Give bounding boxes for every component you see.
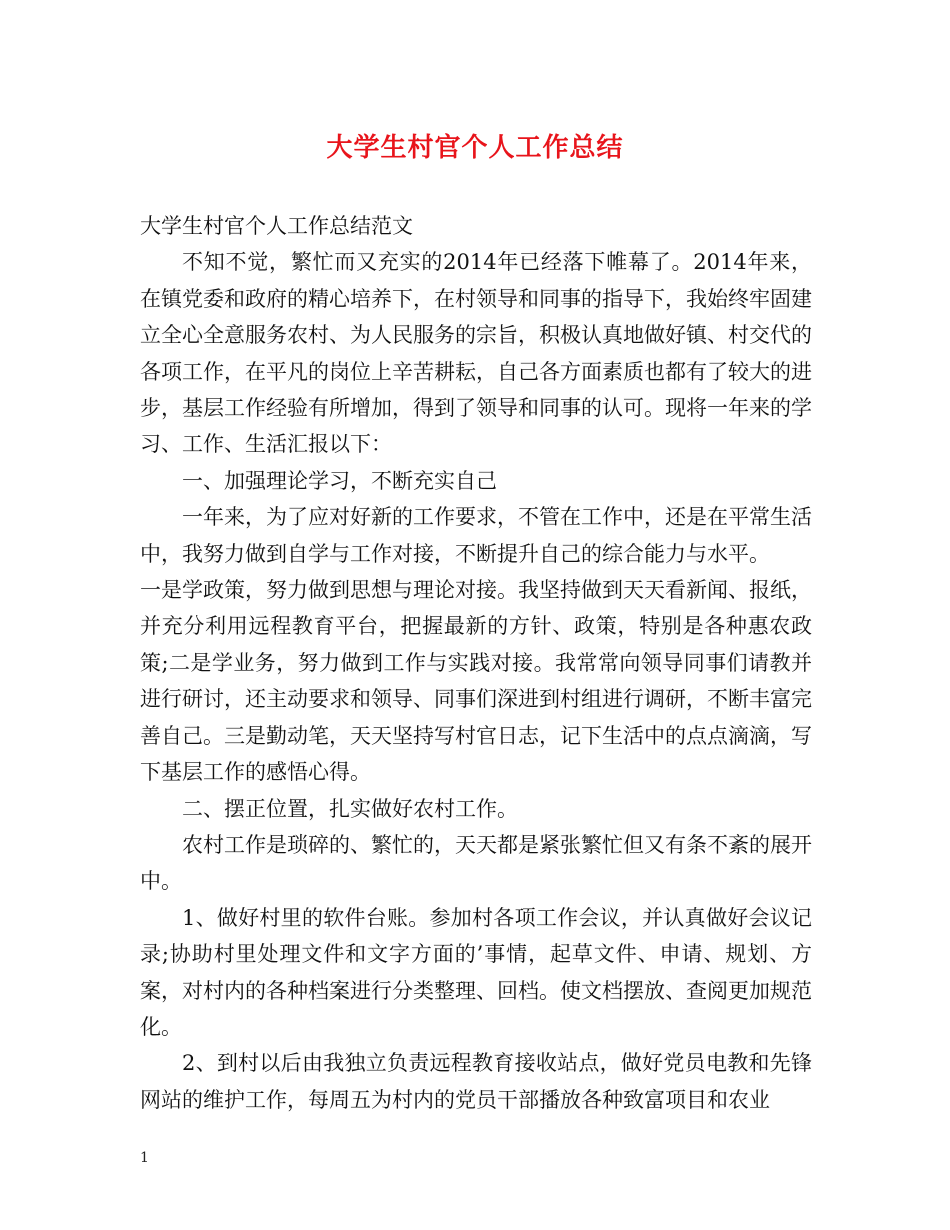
document-body — [140, 208, 812, 1118]
document-subtitle: 大学生村官个人工作总结范文 — [140, 214, 413, 238]
section-heading-1: 一、加强理论学习，不断充实自己 — [182, 468, 497, 493]
section-heading-2: 二、摆正位置，扎实做好农村工作。 — [182, 796, 518, 821]
paragraph-item-1: 1、做好村里的软件台账。参加村各项工作会议，并认真做好会议记录;协助村里处理文件和文字方面的’事情，起草文件、申请、规划、方案，对村内的各种档案进行分类整理、回档。使文档摆放、查阅更加规范化。 — [140, 905, 812, 1039]
paragraph-study-details: 一是学政策，努力做到思想与理论对接。我坚持做到天天看新闻、报纸，并充分利用远程教育平台，把握最新的方针、政策，特别是各种惠农政策;二是学业务，努力做到工作与实践对接。我常常向领导同事们请教并进行研讨，还主动要求和领导、同事们深进到村组进行调研，不断丰富完善自己。三是勤动笔，天天坚持写村官日志，记下生活中的点点滴滴，写下基层工作的感悟心得。 — [140, 578, 812, 785]
paragraph-item-2: 2、到村以后由我独立负责远程教育接收站点，做好党员电教和先锋网站的维护工作，每周五为村内的党员干部播放各种致富项目和农业 — [140, 1051, 812, 1112]
paragraph-rural-work: 农村工作是琐碎的、繁忙的，天天都是紧张繁忙但又有条不紊的展开中。 — [140, 832, 812, 894]
paragraph-intro: 不知不觉，繁忙而又充实的2014年已经落下帷幕了。2014年来，在镇党委和政府的精心培养下，在村领导和同事的指导下，我始终牢固建立全心全意服务农村、为人民服务的宗旨，积极认真地做好镇、村交代的各项工作，在平凡的岗位上辛苦耕耘，自己各方面素质也都有了较大的进步，基层工作经验有所增加，得到了领导和同事的认可。现将一年来的学习、工作、生活汇报以下： — [140, 250, 812, 457]
page-number: 1 — [140, 1150, 149, 1166]
document-title: 大学生村官个人工作总结 — [326, 133, 624, 163]
paragraph-study: 一年来，为了应对好新的工作要求，不管在工作中，还是在平常生活中，我努力做到自学与工作对接，不断提升自己的综合能力与水平。 — [140, 505, 812, 566]
